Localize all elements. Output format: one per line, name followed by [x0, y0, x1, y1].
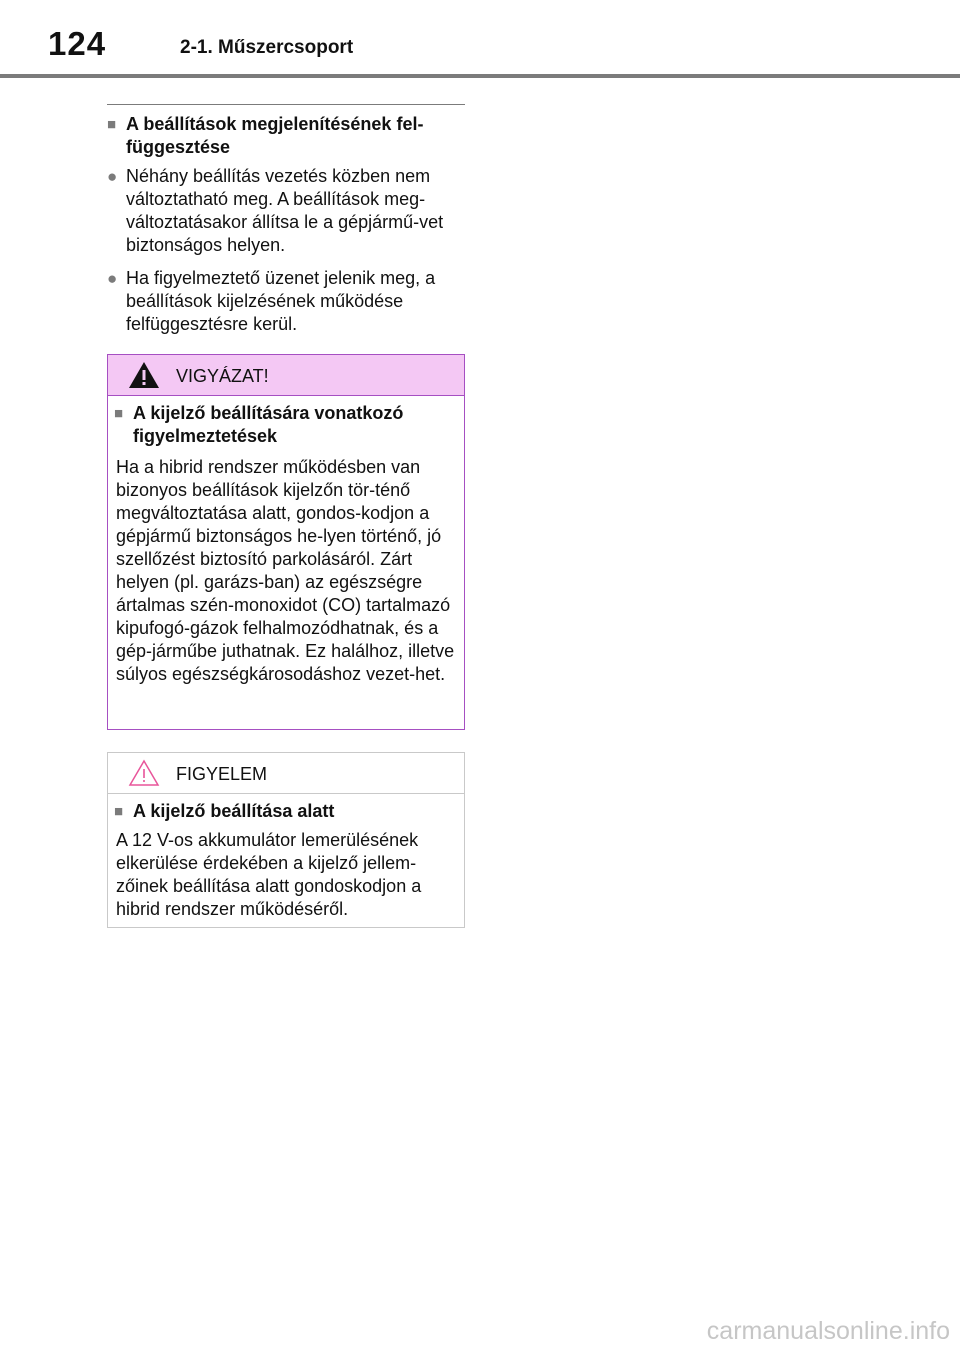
caution-text: Ha a hibrid rendszer működésben van bizonyos beállítások kijelzőn tör-ténő megváltoztatása alatt, gondos-kodjon a gépjármű biztonságos he-lyen történő, jó szellőzést biztosító parkolásáról. Zárt helyen (pl. garázs-ban) az egészségre ártalmas szén-monoxidot (CO) tartalmazó kipufogó-gázok felhalmozódhatnak, és a gép-járműbe juthatnak. Ez halálhoz, illetve súlyos egészségkárosodáshoz vezet-het.	[116, 457, 455, 684]
round-bullet-icon: ●	[107, 269, 118, 288]
section-heading	[107, 113, 465, 159]
square-bullet-icon: ■	[107, 116, 117, 133]
top-rule	[107, 104, 465, 105]
page-number: 124	[48, 25, 107, 62]
notice-header	[108, 753, 464, 794]
header-rule	[0, 74, 960, 78]
bullet-text: Ha figyelmeztető üzenet jelenik meg, a beállítások kijelzésének működése felfüggesztésre kerül.	[126, 268, 436, 334]
square-bullet-icon: ■	[114, 803, 124, 820]
caution-box	[107, 354, 465, 730]
round-bullet-icon: ●	[107, 167, 118, 186]
caution-body	[108, 396, 464, 686]
notice-heading-text: A kijelző beállítása alatt	[133, 801, 335, 821]
notice-text: A 12 V-os akkumulátor lemerülésének elkerülése érdekében a kijelző jellem-zőinek beállítása alatt gondoskodjon a hibrid rendszer működéséről.	[116, 830, 422, 919]
notice-title: FIGYELEM	[176, 764, 268, 784]
watermark: carmanualsonline.info	[706, 1317, 950, 1345]
notice-body	[108, 794, 464, 921]
caution-title: VIGYÁZAT!	[176, 366, 269, 386]
caution-heading	[114, 402, 456, 448]
notice-heading	[114, 800, 456, 823]
section-title: 2-1. Műszercsoport	[180, 37, 354, 58]
bullet-item	[107, 165, 465, 257]
bullet-text: Néhány beállítás vezetés közben nem változtatható meg. A beállítások meg-változtatásakor állítsa le a gépjármű-vet biztonságos helyen.	[126, 166, 444, 255]
main-content	[107, 104, 465, 346]
warning-triangle-icon	[128, 361, 160, 389]
caution-heading-text: A kijelző beállítására vonatkozó figyelmeztetések	[133, 403, 404, 446]
notice-box	[107, 752, 465, 928]
caution-header	[108, 355, 464, 396]
square-bullet-icon: ■	[114, 405, 124, 422]
bullet-item	[107, 267, 465, 336]
section-heading-text: A beállítások megjelenítésének fel-függesztése	[126, 114, 424, 157]
warning-outline-icon	[128, 759, 160, 787]
